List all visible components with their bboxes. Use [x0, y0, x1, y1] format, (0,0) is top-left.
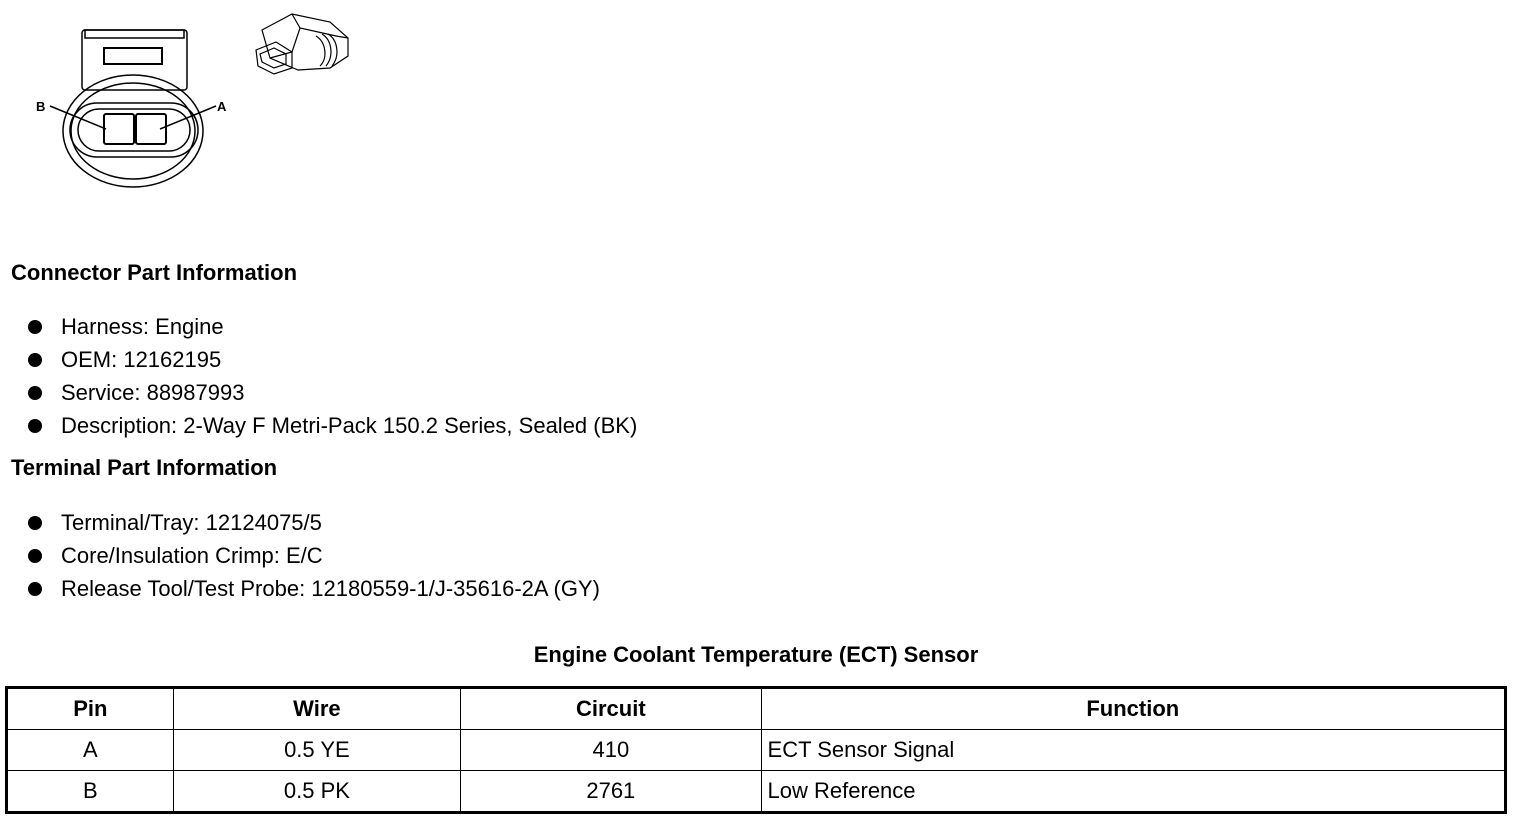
column-header-circuit: Circuit [461, 688, 761, 730]
bullet-icon [28, 419, 42, 433]
connector-item-harness: Harness: Engine [61, 314, 224, 339]
bullet-icon [28, 320, 42, 334]
bullet-icon [28, 353, 42, 367]
bullet-icon [28, 549, 42, 563]
terminal-part-heading: Terminal Part Information [11, 455, 278, 480]
table-row [7, 771, 1506, 813]
list-item [28, 572, 600, 605]
connector-item-oem: OEM: 12162195 [61, 347, 222, 372]
list-item [28, 310, 637, 343]
connector-info-list [28, 310, 637, 442]
connector-3d-view [256, 14, 348, 74]
connector-diagram [30, 8, 360, 198]
bullet-icon [28, 386, 42, 400]
cell-circuit: 2761 [461, 771, 761, 813]
pin-label-a: A [217, 99, 227, 114]
cell-function: ECT Sensor Signal [761, 730, 1505, 771]
table-header-row [7, 688, 1506, 730]
bullet-icon [28, 582, 42, 596]
list-item [28, 409, 637, 442]
terminal-item-tray: Terminal/Tray: 12124075/5 [61, 510, 322, 535]
cell-wire: 0.5 YE [173, 730, 460, 771]
list-item [28, 539, 600, 572]
cell-pin: A [7, 730, 174, 771]
connector-item-description: Description: 2-Way F Metri-Pack 150.2 Series, Sealed (BK) [61, 413, 638, 438]
list-item [28, 506, 600, 539]
column-header-wire: Wire [173, 688, 460, 730]
pinout-table [5, 686, 1507, 814]
cell-pin: B [7, 771, 174, 813]
bullet-icon [28, 516, 42, 530]
connector-part-heading: Connector Part Information [11, 260, 298, 285]
column-header-pin: Pin [7, 688, 174, 730]
column-header-function: Function [761, 688, 1505, 730]
terminal-item-crimp: Core/Insulation Crimp: E/C [61, 543, 323, 568]
cell-function: Low Reference [761, 771, 1505, 813]
terminal-info-list [28, 506, 600, 605]
terminal-item-release-tool: Release Tool/Test Probe: 12180559-1/J-35616-2A (GY) [61, 576, 600, 601]
pin-label-b: B [36, 99, 46, 114]
connector-item-service: Service: 88987993 [61, 380, 245, 405]
table-title: Engine Coolant Temperature (ECT) Sensor [533, 642, 979, 667]
cell-wire: 0.5 PK [173, 771, 460, 813]
table-row [7, 730, 1506, 771]
list-item [28, 376, 637, 409]
list-item [28, 343, 637, 376]
cell-circuit: 410 [461, 730, 761, 771]
